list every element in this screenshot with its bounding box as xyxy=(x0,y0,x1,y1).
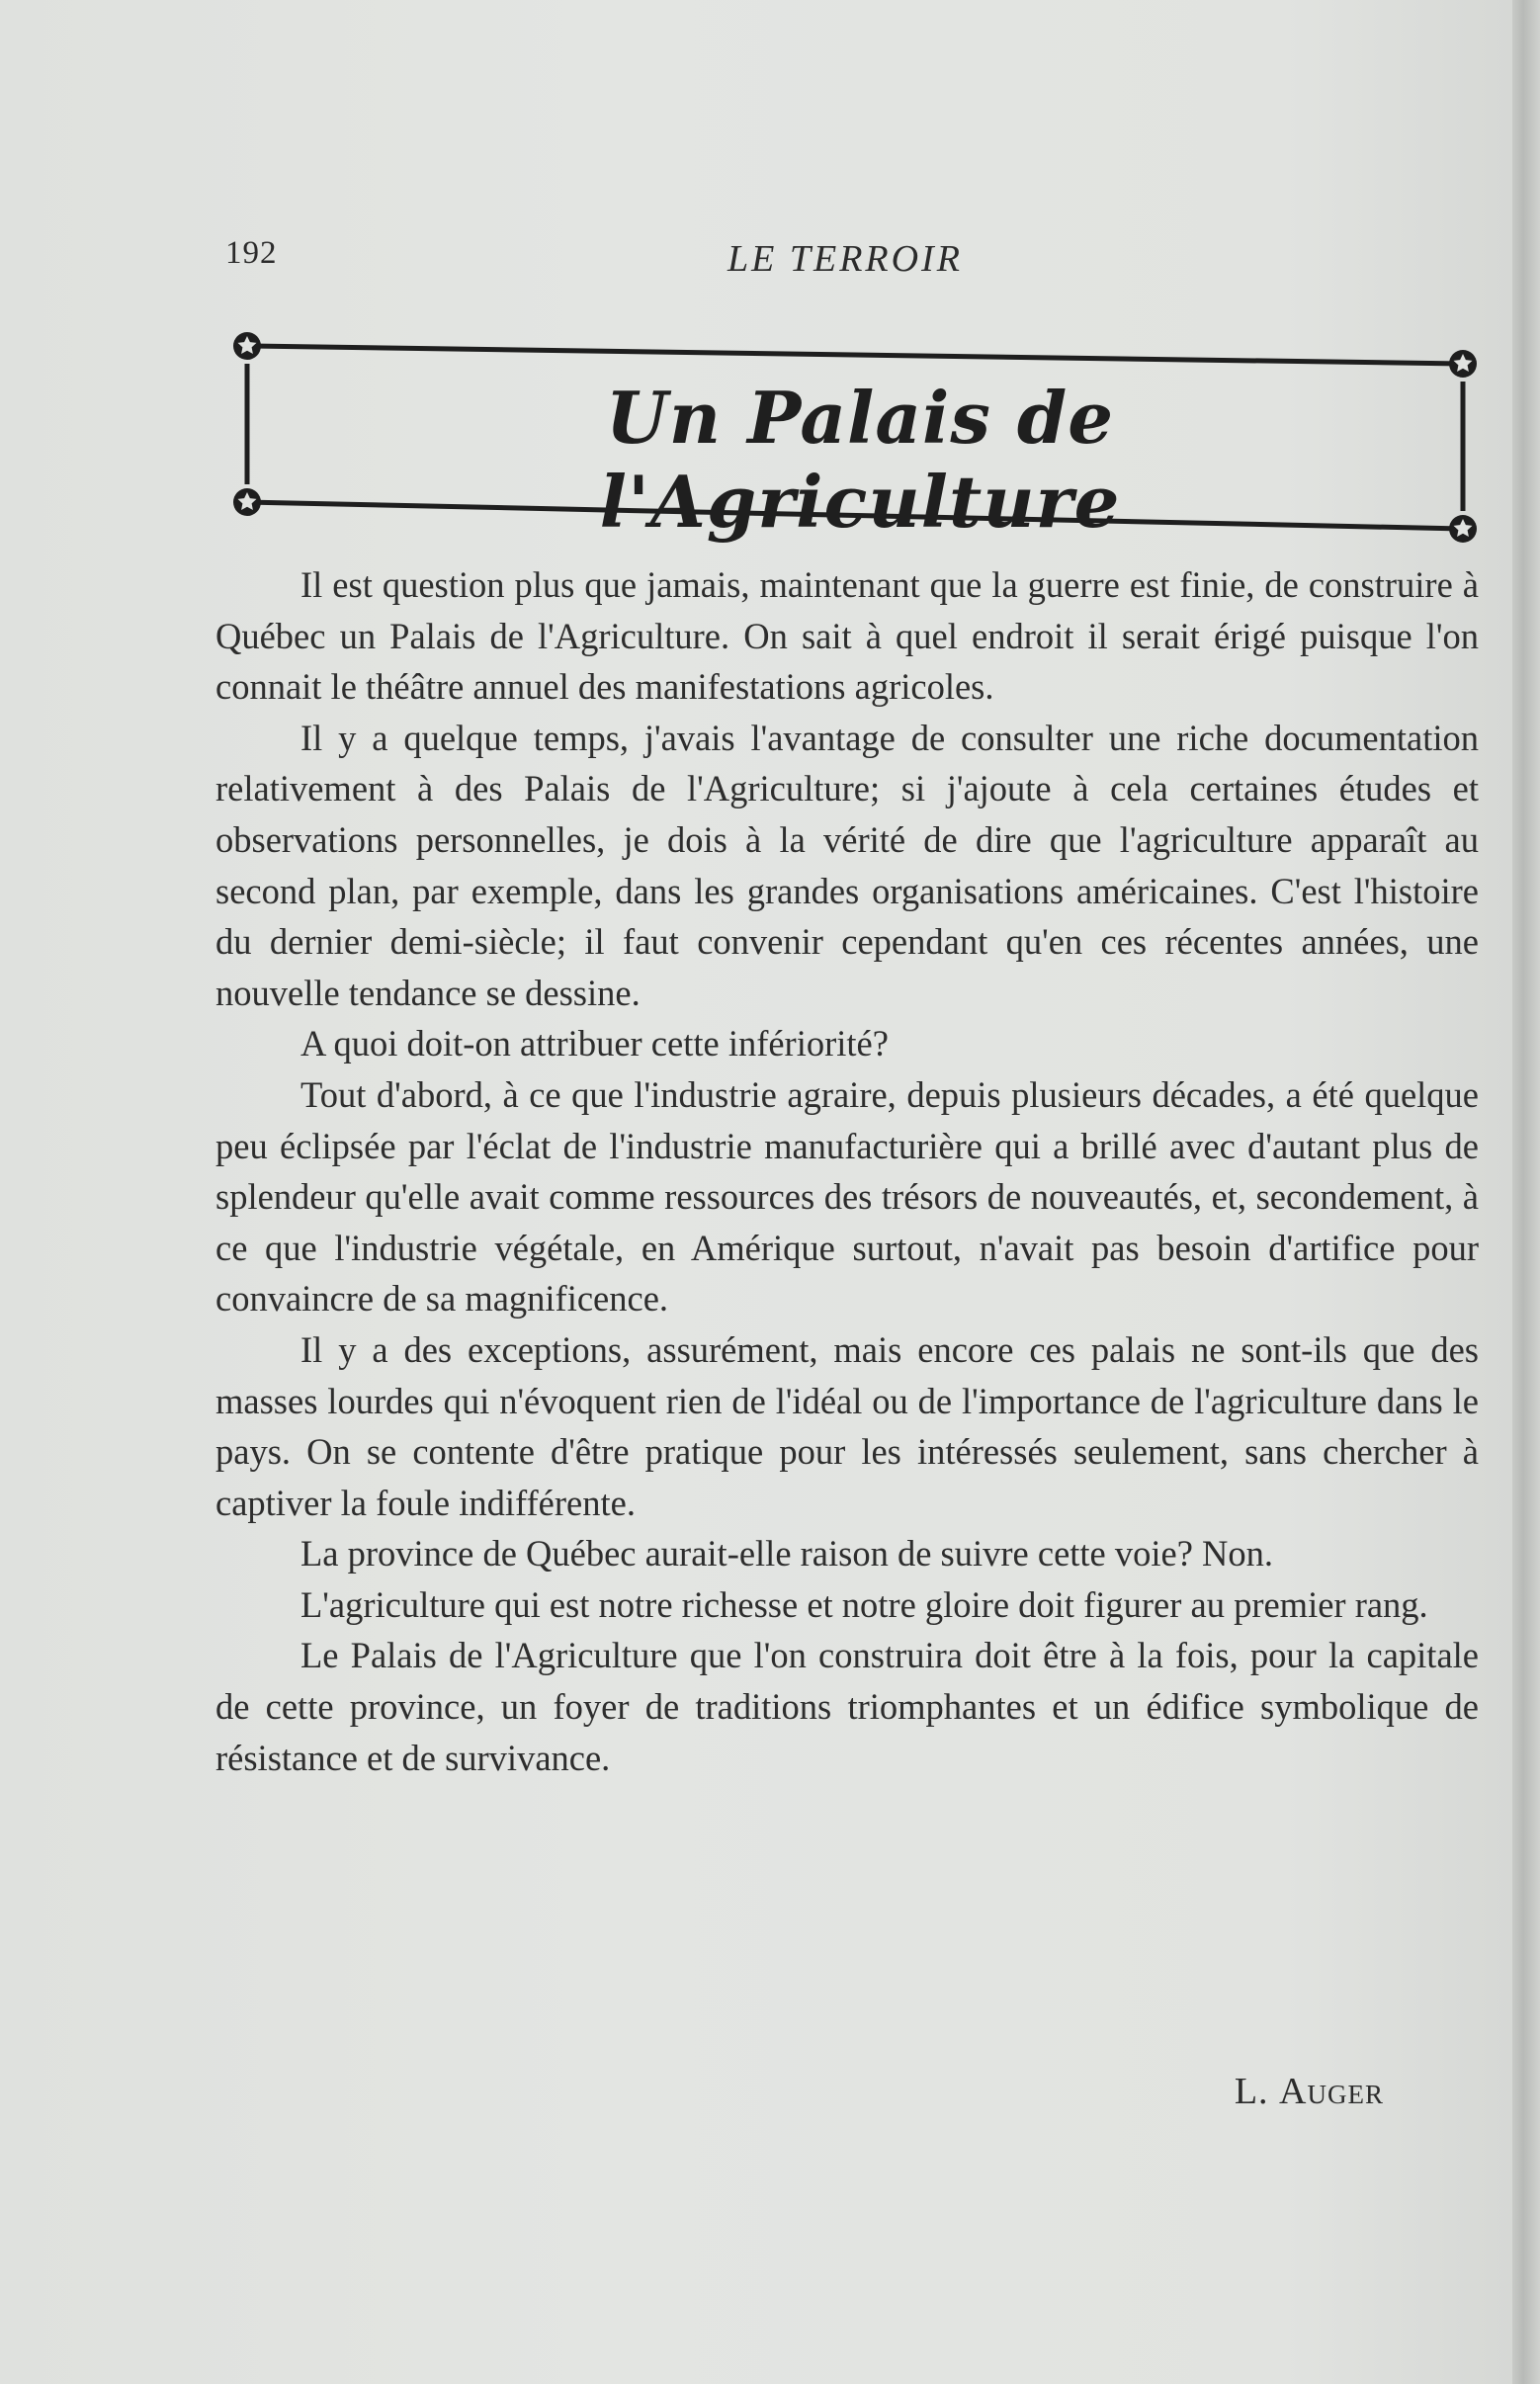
article-title: Un Palais de l'Agriculture xyxy=(599,376,1121,544)
paragraph: Il est question plus que jamais, maintenant que la guerre est finie, de construire à Québec un Palais de l'Agriculture. On sait à quel endroit il serait érigé puisque l'on connait le théâtre annuel des manifestations agricoles. xyxy=(215,564,1479,708)
page-number: 192 xyxy=(225,235,278,271)
paragraph: La province de Québec aurait-elle raison de suivre cette voie? Non. xyxy=(300,1533,1274,1575)
star-ornament-icon xyxy=(233,332,261,360)
star-ornament-icon xyxy=(233,488,261,516)
paragraph: A quoi doit-on attribuer cette infériorité? xyxy=(300,1023,889,1064)
title-frame xyxy=(227,326,1483,544)
paragraph: Tout d'abord, à ce que l'industrie agraire, depuis plusieurs décades, a été quelque peu éclipsée par l'éclat de l'industrie manufacturière qui a brillé avec d'autant plus de splendeur qu'elle avait comme ressources des trésors de nouveautés, et, secondement, à ce que l'industrie végétale, en Amérique surtout, n'avait pas besoin d'artifice pour convaincre de sa magnificence. xyxy=(215,1073,1479,1320)
paragraph: Il y a des exceptions, assurément, mais encore ces palais ne sont-ils que des masses lourdes qui n'évoquent rien de l'idéal ou de l'importance de l'agriculture dans le pays. On se contente d'être pratique pour les intéressés seulement, sans chercher à captiver la foule indifférente. xyxy=(215,1328,1479,1523)
article-body xyxy=(215,559,1479,1783)
journal-title: LE TERROIR xyxy=(727,238,963,280)
author-signature xyxy=(1137,2070,1384,2113)
star-ornament-icon xyxy=(1449,515,1477,543)
star-ornament-icon xyxy=(1449,350,1477,378)
running-head xyxy=(225,229,1471,289)
paragraph: L'agriculture qui est notre richesse et notre gloire doit figurer au premier rang. xyxy=(300,1583,1428,1625)
signature-name: Auger xyxy=(1279,2071,1384,2112)
paragraph: Il y a quelque temps, j'avais l'avantage de consulter une riche documentation relativement à des Palais de l'Agriculture; si j'ajoute à cela certaines études et observations personnelles, je dois à la vérité de dire que l'agriculture apparaît au second plan, par exemple, dans les grandes organisations américaines. C'est l'histoire du dernier demi-siècle; il faut convenir cependant qu'en ces récentes années, une nouvelle tendance se dessine. xyxy=(215,717,1479,1013)
paragraph: Le Palais de l'Agriculture que l'on construira doit être à la fois, pour la capitale de cette province, un foyer de traditions triomphantes et un édifice symbolique de résistance et de survivance. xyxy=(215,1635,1479,1778)
signature-initial: L. xyxy=(1234,2071,1269,2112)
page-edge xyxy=(1512,0,1540,2384)
